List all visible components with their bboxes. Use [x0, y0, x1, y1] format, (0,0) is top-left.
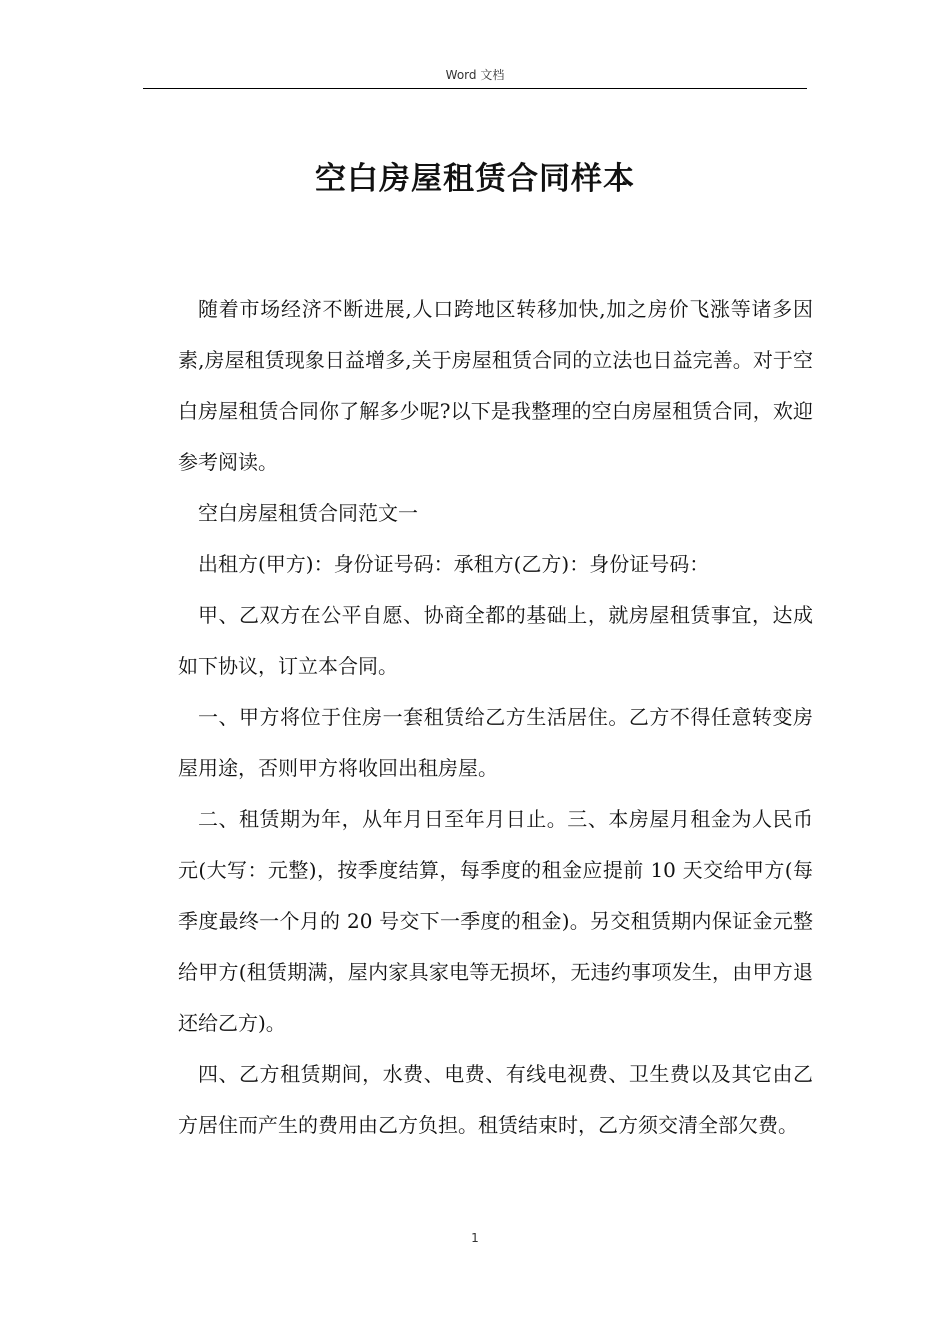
header-divider [143, 88, 807, 89]
document-title: 空白房屋租赁合同样本 [315, 161, 635, 197]
document-body [178, 284, 813, 1151]
paragraph-parties: 出租方(甲方)：身份证号码：承租方(乙方)：身份证号码： [198, 552, 710, 576]
paragraph-clause-2-3: 二、租赁期为年，从年月日至年月日止。三、本房屋月租金为人民币元(大写：元整)，按季度结算，每季度的租金应提前 10 天交给甲方(每季度最终一个月的 20 号交下一季度的租金)。另交租赁期内保证金元整给甲方(租赁期满，屋内家具家电等无损坏，无违约事项发生，由甲方退还给乙方)。 [178, 807, 813, 1035]
paragraph-agreement: 甲、乙双方在公平自愿、协商全都的基础上，就房屋租赁事宜，达成如下协议，订立本合同。 [178, 603, 813, 678]
paragraph-intro: 随着市场经济不断进展,人口跨地区转移加快,加之房价飞涨等诸多因素,房屋租赁现象日益增多,关于房屋租赁合同的立法也日益完善。对于空白房屋租赁合同你了解多少呢?以下是我整理的空白房屋租赁合同，欢迎参考阅读。 [178, 297, 813, 474]
paragraph-clause-1: 一、甲方将位于住房一套租赁给乙方生活居住。乙方不得任意转变房屋用途，否则甲方将收回出租房屋。 [178, 705, 813, 780]
page-header: Word 文档 [445, 68, 505, 82]
paragraph-section-heading: 空白房屋租赁合同范文一 [198, 501, 418, 525]
page-number: 1 [471, 1231, 479, 1245]
paragraph-clause-4: 四、乙方租赁期间，水费、电费、有线电视费、卫生费以及其它由乙方居住而产生的费用由乙方负担。租赁结束时，乙方须交清全部欠费。 [178, 1062, 813, 1137]
